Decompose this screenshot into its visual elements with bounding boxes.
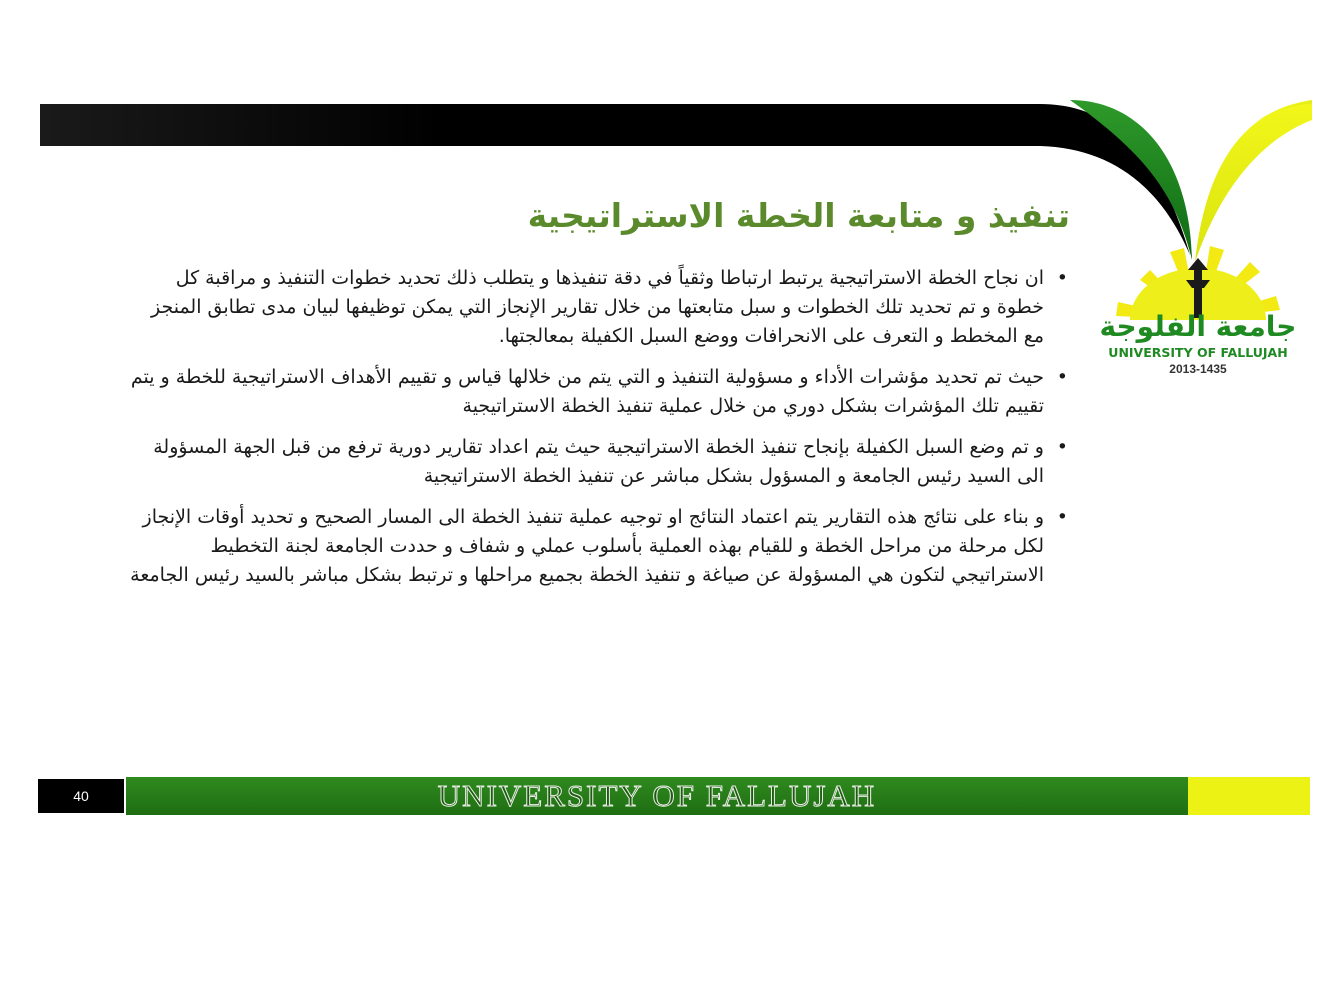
bullet-dot: • xyxy=(1056,366,1068,388)
bullet-dot: • xyxy=(1056,436,1068,458)
bullet-dot: • xyxy=(1056,267,1068,289)
footer-bar xyxy=(38,777,1310,815)
bullet-dot: • xyxy=(1056,506,1068,528)
bullet-text: ان نجاح الخطة الاستراتيجية يرتبط ارتباطا وثقياً في دقة تنفيذها و يتطلب ذلك تحديد خطوات التنفيذ و مراقبة كل خطوة و تم تحديد تلك الخطوات و سبل متابعتها من خلال تقارير الإنجاز التي يمكن توظيفها لبيان مدى تطابق المنجز مع المخطط و التعرف على الانحرافات ووضع السبل الكفيلة بمعالجتها. xyxy=(150,267,1044,347)
university-logo xyxy=(1100,240,1296,380)
bullet-text: حيث تم تحديد مؤشرات الأداء و مسؤولية التنفيذ و التي يتم من خلالها قياس و تقييم الأهداف الاستراتيجية للخطة و يتم تقييم تلك المؤشرات بشكل دوري من خلال عملية تنفيذ الخطة الاستراتيجية xyxy=(130,366,1044,417)
logo-years: 2013-1435 xyxy=(1169,362,1227,376)
footer-green-bar xyxy=(126,777,1188,815)
bullet-text: و تم وضع السبل الكفيلة بإنجاح تنفيذ الخطة الاستراتيجية حيث يتم اعداد تقارير دورية ترفع من قبل الجهة المسؤولة الى السيد رئيس الجامعة و المسؤول بشكل مباشر عن تنفيذ الخطة الاستراتيجية xyxy=(153,436,1044,487)
bullet-item xyxy=(130,433,1068,491)
footer-brand-text: UNIVERSITY OF FALLUJAH xyxy=(437,778,877,813)
footer-yellow-bar xyxy=(1188,777,1310,815)
bullet-item xyxy=(130,363,1068,421)
bullet-list xyxy=(130,264,1068,602)
slide-title: تنفيذ و متابعة الخطة الاستراتيجية xyxy=(527,196,1070,235)
bullet-item xyxy=(130,503,1068,590)
bullet-text: و بناء على نتائج هذه التقارير يتم اعتماد النتائج او توجيه عملية تنفيذ الخطة الى المسار الصحيح و تحديد أوقات الإنجاز لكل مرحلة من مراحل الخطة و للقيام بهذه العملية بأسلوب عملي و شفاف و حددت الجامعة لجنة التخطيط الاستراتيجي لتكون هي المسؤولة عن صياغة و تنفيذ الخطة بجميع مراحلها و ترتبط بشكل مباشر بالسيد رئيس الجامعة xyxy=(130,506,1044,586)
yellow-leaf-shape xyxy=(1195,100,1312,262)
logo-english-name: UNIVERSITY OF FALLUJAH xyxy=(1108,345,1288,360)
page-number: 40 xyxy=(38,779,124,813)
bullet-item xyxy=(130,264,1068,351)
logo-arabic-name: جامعة الفلوجة xyxy=(1100,310,1296,343)
